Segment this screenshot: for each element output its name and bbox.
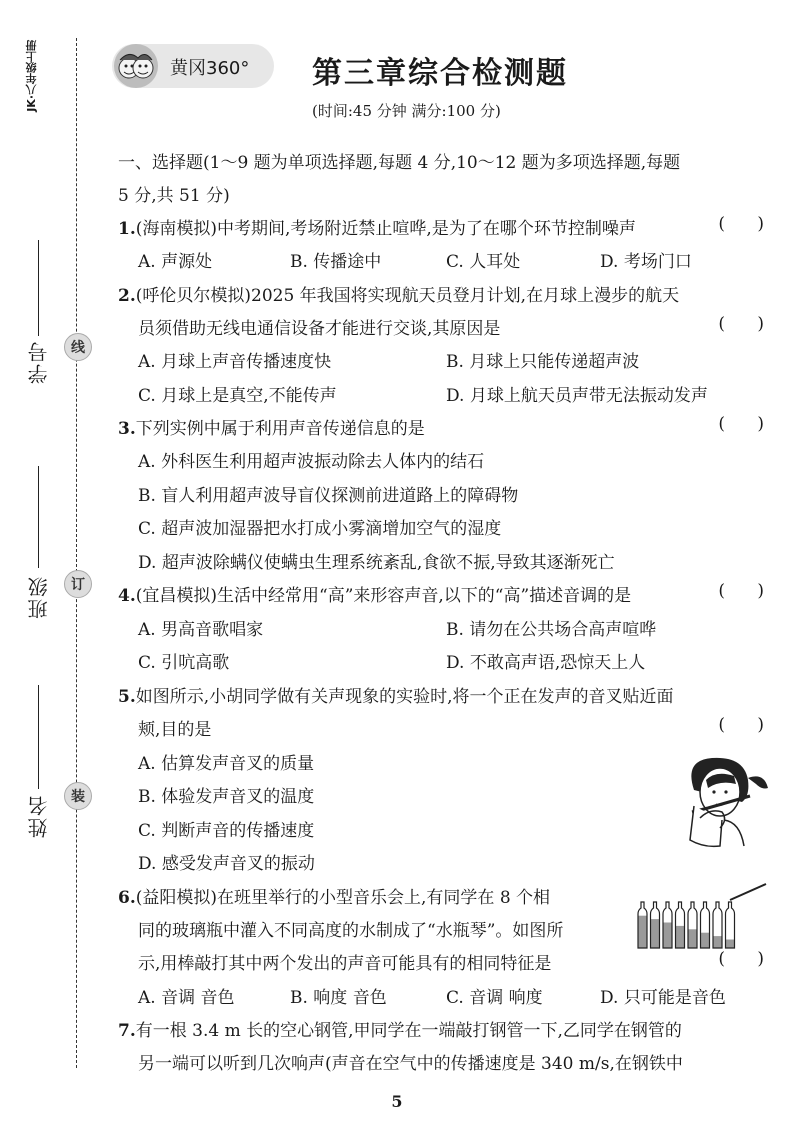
seal-line-icon: 线	[64, 333, 92, 361]
question-7-cont: 另一端可以听到几次响声(声音在空气中的传播速度是 340 m/s,在钢铁中	[138, 1054, 683, 1074]
seal-pack-icon: 装	[64, 782, 92, 810]
option-3b: B. 盲人利用超声波导盲仪探测前进道路上的障碍物	[138, 486, 519, 506]
question-5	[118, 682, 674, 707]
option-2d: D. 月球上航天员声带无法振动发声	[446, 386, 708, 406]
question-5-cont: 颊,目的是	[138, 720, 212, 740]
class-label: 班级	[27, 575, 51, 619]
question-2-cont: 员须借助无线电通信设备才能进行交谈,其原因是	[138, 319, 501, 339]
answer-blank-5[interactable]: ( )	[718, 715, 764, 735]
mascot-icon	[114, 44, 158, 88]
option-3c: C. 超声波加湿器把水打成小雾滴增加空气的湿度	[138, 519, 502, 539]
option-4c: C. 引吭高歌	[138, 653, 230, 673]
bottle-icon	[651, 902, 660, 948]
option-3a: A. 外科医生利用超声波振动除去人体内的结石	[138, 452, 485, 472]
question-number: 7.	[118, 1021, 136, 1041]
question-3	[118, 414, 425, 439]
option-6b: B. 响度 音色	[290, 988, 387, 1008]
name-field[interactable]	[38, 685, 39, 789]
name-label: 姓名	[27, 794, 51, 838]
option-1d: D. 考场门口	[600, 252, 692, 272]
water-level	[676, 926, 685, 948]
water-level	[651, 919, 660, 948]
page-title: 第三章综合检测题	[312, 56, 568, 91]
water-level	[713, 936, 722, 948]
section-heading-line1: 一、选择题(1～9 题为单项选择题,每题 4 分,10～12 题为多项选择题,每题	[118, 153, 681, 173]
seal-bind-icon: 订	[64, 570, 92, 598]
water-level	[663, 923, 672, 949]
question-number: 2.	[118, 286, 136, 306]
option-5c: C. 判断声音的传播速度	[138, 821, 315, 841]
option-6d: D. 只可能是音色	[600, 988, 726, 1008]
option-4b: B. 请勿在公共场合高声喧哗	[446, 620, 657, 640]
option-2a: A. 月球上声音传播速度快	[138, 352, 332, 372]
student-id-field[interactable]	[38, 240, 39, 336]
answer-blank-3[interactable]: ( )	[718, 414, 764, 434]
option-1b: B. 传播途中	[290, 252, 382, 272]
water-level	[688, 929, 697, 948]
water-level	[638, 916, 647, 948]
option-4a: A. 男高音歌唱家	[138, 620, 264, 640]
girl-tuning-fork-figure	[664, 750, 770, 850]
water-level	[726, 940, 735, 949]
question-number: 3.	[118, 419, 136, 439]
section-heading	[118, 148, 680, 173]
bottle-icon	[663, 902, 672, 948]
answer-blank-1[interactable]: ( )	[718, 214, 764, 234]
brand-logo	[112, 44, 274, 88]
option-3d: D. 超声波除螨仪使螨虫生理系统紊乱,食欲不振,导致其逐渐死亡	[138, 553, 615, 573]
bottle-icon	[688, 902, 697, 948]
binding-dashed-line	[76, 38, 77, 1068]
section-heading-line2: 5 分,共 51 分)	[118, 186, 230, 206]
bottle-icon	[638, 902, 647, 948]
question-text: 下列实例中属于利用声音传递信息的是	[135, 419, 425, 439]
question-4	[118, 581, 631, 606]
question-text: (海南模拟)中考期间,考场附近禁止喧哗,是为了在哪个环节控制噪声	[135, 219, 636, 239]
option-5d: D. 感受发声音叉的振动	[138, 854, 315, 874]
question-text: 有一根 3.4 m 长的空心钢管,甲同学在一端敲打钢管一下,乙同学在钢管的	[135, 1021, 682, 1041]
option-2b: B. 月球上只能传递超声波	[446, 352, 640, 372]
answer-blank-2[interactable]: ( )	[718, 314, 764, 334]
option-5b: B. 体验发声音叉的温度	[138, 787, 315, 807]
answer-blank-4[interactable]: ( )	[718, 581, 764, 601]
option-1a: A. 声源处	[138, 252, 213, 272]
question-2	[118, 281, 679, 306]
water-bottle-xylophone-figure	[634, 880, 770, 952]
bottle-icon	[701, 902, 710, 948]
question-text: (益阳模拟)在班里举行的小型音乐会上,有同学在 8 个相	[135, 888, 551, 908]
option-2c: C. 月球上是真空,不能传声	[138, 386, 337, 406]
question-6-cont1: 同的玻璃瓶中灌入不同高度的水制成了“水瓶琴”。如图所	[138, 921, 564, 941]
class-field[interactable]	[38, 466, 39, 568]
edition-label: JK·八年级上册	[25, 40, 38, 112]
bottle-icon	[676, 902, 685, 948]
bottle-icon	[713, 902, 722, 948]
question-text: 如图所示,小胡同学做有关声现象的实验时,将一个正在发声的音叉贴近面	[135, 687, 674, 707]
question-6	[118, 883, 550, 908]
question-7	[118, 1016, 682, 1041]
question-1	[118, 214, 636, 239]
option-6a: A. 音调 音色	[138, 988, 235, 1008]
question-text: (宜昌模拟)生活中经常用“高”来形容声音,以下的“高”描述音调的是	[135, 586, 632, 606]
page-number: 5	[391, 1092, 403, 1111]
question-number: 5.	[118, 687, 136, 707]
exam-time-score: (时间:45 分钟 满分:100 分)	[312, 102, 501, 120]
question-6-cont2: 示,用棒敲打其中两个发出的声音可能具有的相同特征是	[138, 954, 552, 974]
question-text: (呼伦贝尔模拟)2025 年我国将实现航天员登月计划,在月球上漫步的航天	[135, 286, 680, 306]
mallet-stick-icon	[730, 884, 766, 900]
option-4d: D. 不敢高声语,恐惊天上人	[446, 653, 646, 673]
question-number: 1.	[118, 219, 136, 239]
question-number: 6.	[118, 888, 136, 908]
water-level	[701, 933, 710, 948]
question-number: 4.	[118, 586, 136, 606]
logo-text: 黄冈360°	[170, 58, 250, 79]
option-1c: C. 人耳处	[446, 252, 521, 272]
answer-blank-6[interactable]: ( )	[718, 949, 764, 969]
option-5a: A. 估算发声音叉的质量	[138, 754, 315, 774]
student-id-label: 学号	[27, 340, 51, 384]
option-6c: C. 音调 响度	[446, 988, 543, 1008]
bottle-icon	[726, 902, 735, 948]
